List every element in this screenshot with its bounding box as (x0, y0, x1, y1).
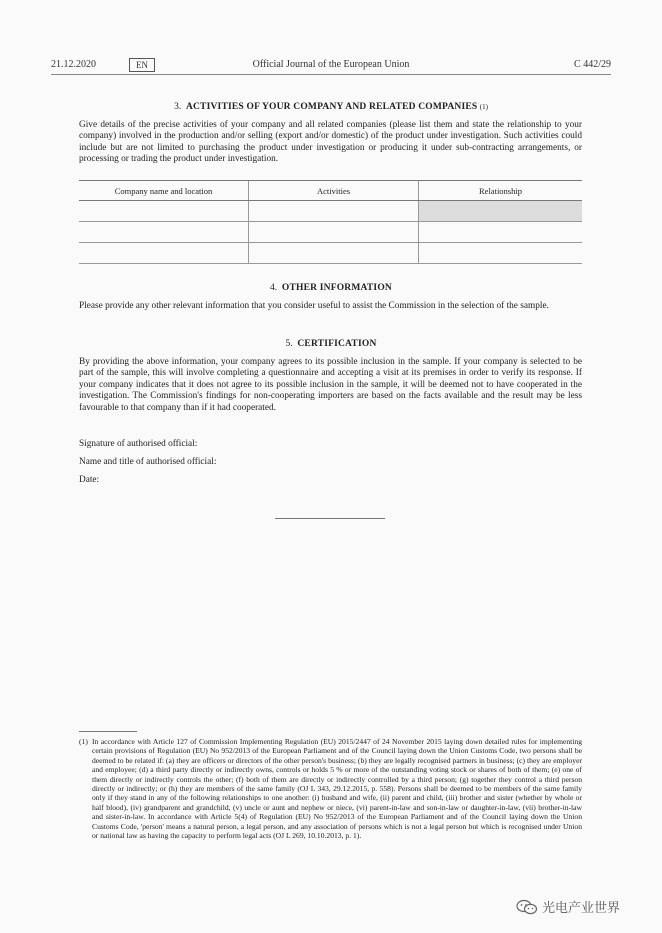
section-4-body: Please provide any other relevant information that you consider useful to assist the Commission in the selection of the sample. (79, 301, 549, 311)
table-cell[interactable] (79, 201, 249, 222)
related-companies-table (79, 180, 582, 264)
official-name-label: Name and title of authorised official: (79, 457, 217, 467)
header-reference: C 442/29 (574, 59, 611, 70)
table-row (79, 243, 582, 264)
section-4-heading: 4. OTHER INFORMATION (270, 283, 392, 293)
header-date: 21.12.2020 (51, 59, 96, 70)
section-5-body: By providing the above information, your company agrees to its possible inclusion in the sample. If your company is selected to be part of the sample, this will involve completing a questionnaire and accepting a visit at its premises in order to verify its response. If your company indicates that it does not agree to its possible inclusion in the sample, it will be deemed not to have cooperated in the investigation. The Commission's findings for non-cooperating importers are based on the facts available and the result may be less favourable to that company than if it had cooperated. (79, 357, 582, 413)
footnote-reference[interactable]: (1) (479, 103, 488, 111)
column-header-activities: Activities (249, 181, 419, 201)
watermark-text: 光电产业世界 (542, 901, 621, 916)
table-cell[interactable] (249, 243, 419, 264)
table-cell[interactable] (419, 201, 583, 222)
table-cell[interactable] (79, 222, 249, 243)
table-cell[interactable] (249, 201, 419, 222)
footnote-separator (79, 731, 137, 732)
footnote (79, 737, 582, 840)
table-cell[interactable] (79, 243, 249, 264)
header-language-badge: EN (129, 58, 155, 72)
end-of-text-rule (275, 518, 385, 519)
table-header-row (79, 181, 582, 201)
section-5-heading: 5. CERTIFICATION (285, 339, 377, 349)
column-header-relationship: Relationship (419, 181, 583, 201)
table-cell[interactable] (419, 243, 583, 264)
wechat-icon (516, 899, 538, 915)
signature-label: Signature of authorised official: (79, 439, 198, 449)
table-cell[interactable] (249, 222, 419, 243)
section-3-heading: 3. ACTIVITIES OF YOUR COMPANY AND RELATED COMPANIES (1) (174, 102, 488, 112)
watermark (516, 897, 620, 916)
footnote-text: In accordance with Article 127 of Commission Implementing Regulation (EU) 2015/2447 of 24 November 2015 laying down detailed rules for implementing certain provisions of Regulation (EU) No 952/2013 of the European Parliament and of the Council laying down the Union Customs Code, two persons shall be deemed to be related if: (a) they are officers or directors of the other person's business; (b) they are legally recognised partners in business; (c) they are employer and employee; (d) a third party directly or indirectly owns, controls or holds 5 % or more of the outstanding voting stock or shares of both of them; (e) one of them directly or indirectly controls the other; (f) both of them are directly or indirectly controlled by a third person; (g) together they control a third person directly or indirectly; or (h) they are members of the same family (OJ L 343, 29.12.2015, p. 558). Persons shall be deemed to be members of the same family only if they stand in any of the following relationships to one another: (i) husband and wife, (ii) parent and child, (iii) brother and sister (whether by whole or half blood), (iv) grandparent and grandchild, (v) uncle or aunt and nephew or niece, (vi) parent-in-law and son-in-law or daughter-in-law, (vii) brother-in-law and sister-in-law. In accordance with Article 5(4) of Regulation (EU) No 952/2013 of the European Parliament and of the Council laying down the Union Customs Code, 'person' means a natural person, a legal person, and any association of persons which is not a legal person but which is recognised under Union or national law as having the capacity to perform legal acts (OJ L 269, 10.10.2013, p. 1). (92, 737, 582, 841)
table-row (79, 222, 582, 243)
section-3-body: Give details of the precise activities of your company and all related companies (please list them and state the relationship to your company) involved in the production and/or selling (export and/or domestic) of the product under investigation. Such activities could include but are not limited to purchasing the product under investigation or producing it under sub-contracting arrangements, or processing or trading the product under investigation. (79, 120, 582, 165)
date-label: Date: (79, 475, 100, 485)
header-journal-title: Official Journal of the European Union (252, 59, 410, 70)
column-header-company: Company name and location (79, 181, 249, 201)
header-divider (51, 74, 611, 75)
table-cell[interactable] (419, 222, 583, 243)
table-row (79, 201, 582, 222)
footnote-mark: (1) (79, 737, 88, 746)
